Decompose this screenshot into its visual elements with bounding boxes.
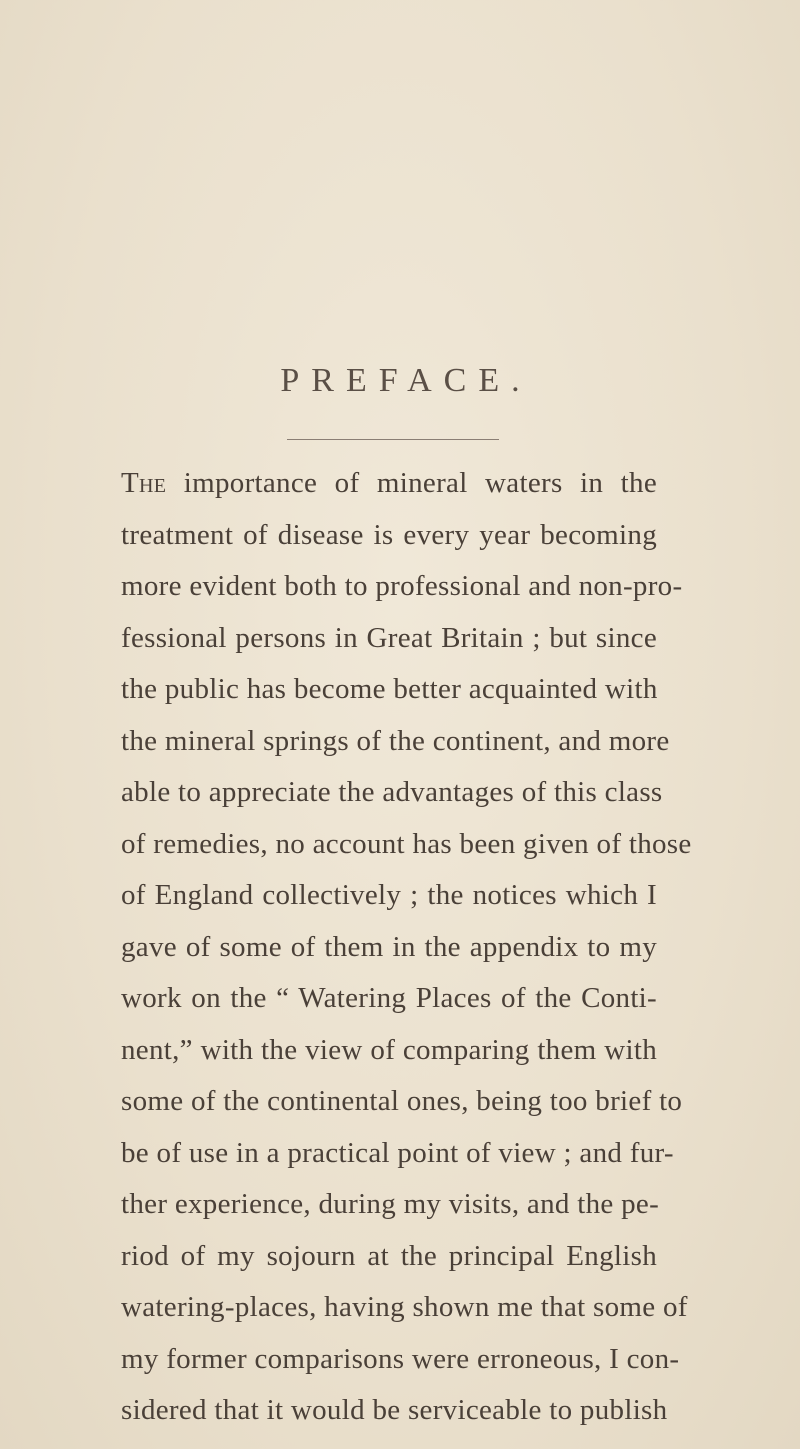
opening-word: The	[121, 467, 167, 499]
text-line: gave of some of them in the appendix to my	[121, 930, 657, 963]
text-line: be of use in a practical point of view ; and fur-	[121, 1136, 674, 1169]
page-title: PREFACE.	[280, 362, 532, 399]
text-line: sidered that it would be serviceable to publish	[121, 1394, 668, 1426]
text-line: ther experience, during my visits, and the pe-	[121, 1188, 660, 1220]
text-line: of remedies, no account has been given of those	[121, 827, 692, 860]
text-line: the mineral springs of the continent, and more	[121, 724, 670, 757]
preface-text	[121, 458, 692, 1437]
text-line: The importance of mineral waters in the	[121, 467, 657, 499]
text-line: fessional persons in Great Britain ; but since	[121, 621, 657, 654]
text-line: able to appreciate the advantages of this class	[121, 776, 663, 808]
text-line: watering-places, having shown me that some of	[121, 1291, 688, 1323]
text-line: treatment of disease is every year becoming	[121, 518, 657, 551]
text-line: nent,” with the view of comparing them with	[121, 1033, 657, 1066]
text-line: more evident both to professional and non-pro-	[121, 570, 683, 602]
text-line: work on the “ Watering Places of the Conti-	[121, 982, 657, 1014]
text-line: my former comparisons were erroneous, I con-	[121, 1342, 680, 1375]
text-line: some of the continental ones, being too brief to	[121, 1085, 683, 1117]
title-divider	[287, 439, 499, 440]
text-line: riod of my sojourn at the principal English	[121, 1239, 657, 1272]
text-line: of England collectively ; the notices which I	[121, 879, 657, 911]
text-line: the public has become better acquainted with	[121, 673, 658, 705]
